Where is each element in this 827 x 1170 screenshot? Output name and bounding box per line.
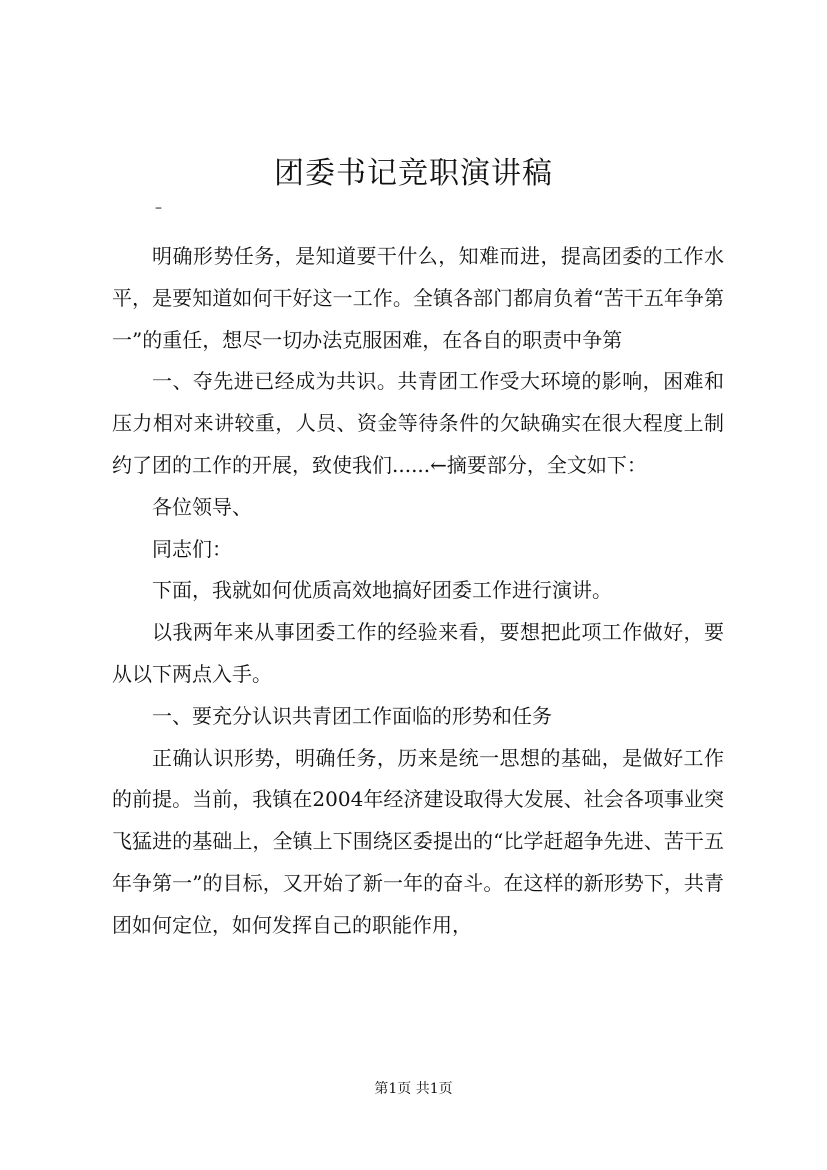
document-title: 团委书记竞职演讲稿 <box>274 156 553 191</box>
paragraph: 下面，我就如何优质高效地搞好团委工作进行演讲。 <box>152 578 612 603</box>
paragraph: 明确形势任务，是知道要干什么，知难而进，提高团委的工作水平，是要知道如何干好这一工作。全镇各部门都肩负着“苦干五年争第一”的重任，想尽一切办法克服困难，在各自的职责中争第 <box>112 244 724 352</box>
paragraph: 各位领导、 <box>152 494 252 519</box>
paragraph: 一、要充分认识共青团工作面临的形势和任务 <box>152 703 552 728</box>
paragraph: 以我两年来从事团委工作的经验来看，要想把此项工作做好，要从以下两点入手。 <box>112 620 724 686</box>
page-footer: 第1页 共1页 <box>374 1081 453 1097</box>
paragraph: 正确认识形势，明确任务，历来是统一思想的基础，是做好工作的前提。当前，我镇在2004年经济建设取得大发展、社会各项事业突飞猛进的基础上，全镇上下围绕区委提出的“比学赶超争先进、苦干五年争第一”的目标，又开始了新一年的奋斗。在这样的新形势下，共青团如何定位，如何发挥自己的职能作用， <box>112 745 724 937</box>
separator-dash: – <box>155 200 162 216</box>
paragraph: 一、夺先进已经成为共识。共青团工作受大环境的影响，困难和压力相对来讲较重，人员、资金等待条件的欠缺确实在很大程度上制约了团的工作的开展，致使我们......←摘要部分，全文如下： <box>112 369 724 477</box>
document-body <box>112 236 724 947</box>
paragraph: 同志们： <box>152 536 232 561</box>
